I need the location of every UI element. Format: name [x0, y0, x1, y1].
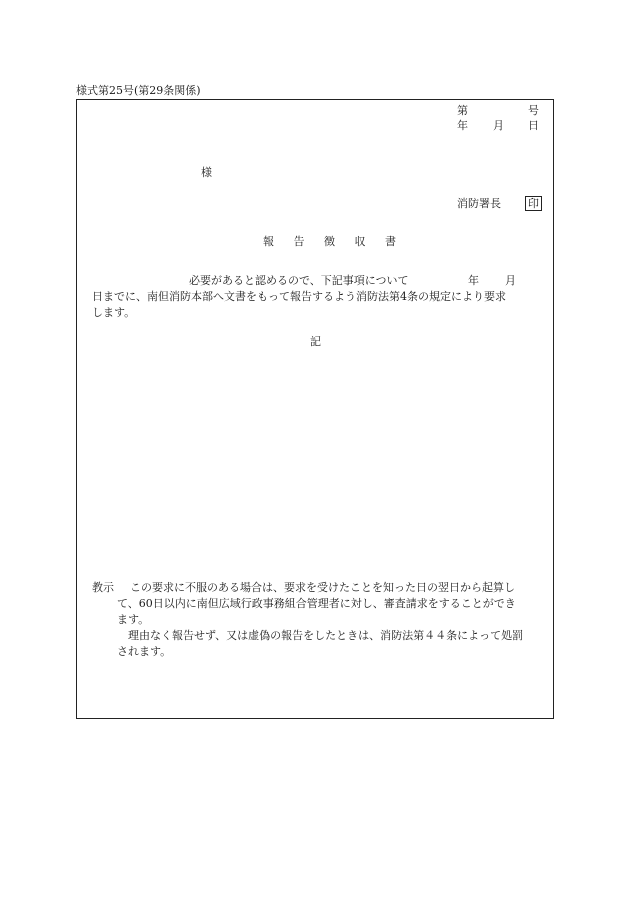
body-line-1: 必要があると認めるので、下記事項について	[189, 274, 409, 287]
notice-line-4: 理由なく報告せず、又は虚偽の報告をしたときは、消防法第４４条によって処罰	[128, 629, 524, 642]
addressee-suffix: 様	[201, 166, 212, 179]
notice-line-3: ます。	[117, 613, 150, 626]
body-line-3: します。	[92, 306, 136, 319]
issuer-title: 消防署長	[457, 197, 501, 210]
document-title: 報 告 徴 収 書	[263, 235, 404, 248]
body-month: 月	[505, 274, 516, 287]
date-year: 年	[457, 119, 468, 132]
seal-mark	[525, 196, 542, 211]
number-suffix: 号	[528, 104, 539, 117]
notice-line-5: されます。	[117, 645, 172, 658]
notice-line-1: この要求に不服のある場合は、要求を受けたことを知った日の翌日から起算し	[130, 581, 515, 594]
body-line-2: 日までに、南但消防本部へ文書をもって報告するよう消防法第4条の規定により要求	[92, 290, 506, 303]
form-id: 様式第25号(第29条関係)	[76, 84, 201, 97]
seal-label: 印	[525, 196, 542, 211]
ki-heading: 記	[310, 335, 321, 348]
notice-label: 教示	[92, 581, 114, 594]
date-month: 月	[493, 119, 504, 132]
date-day: 日	[528, 119, 539, 132]
notice-line-2: て、60日以内に南但広域行政事務組合管理者に対し、審査請求をすることができ	[117, 597, 516, 610]
number-prefix: 第	[457, 104, 468, 117]
body-year: 年	[468, 274, 479, 287]
